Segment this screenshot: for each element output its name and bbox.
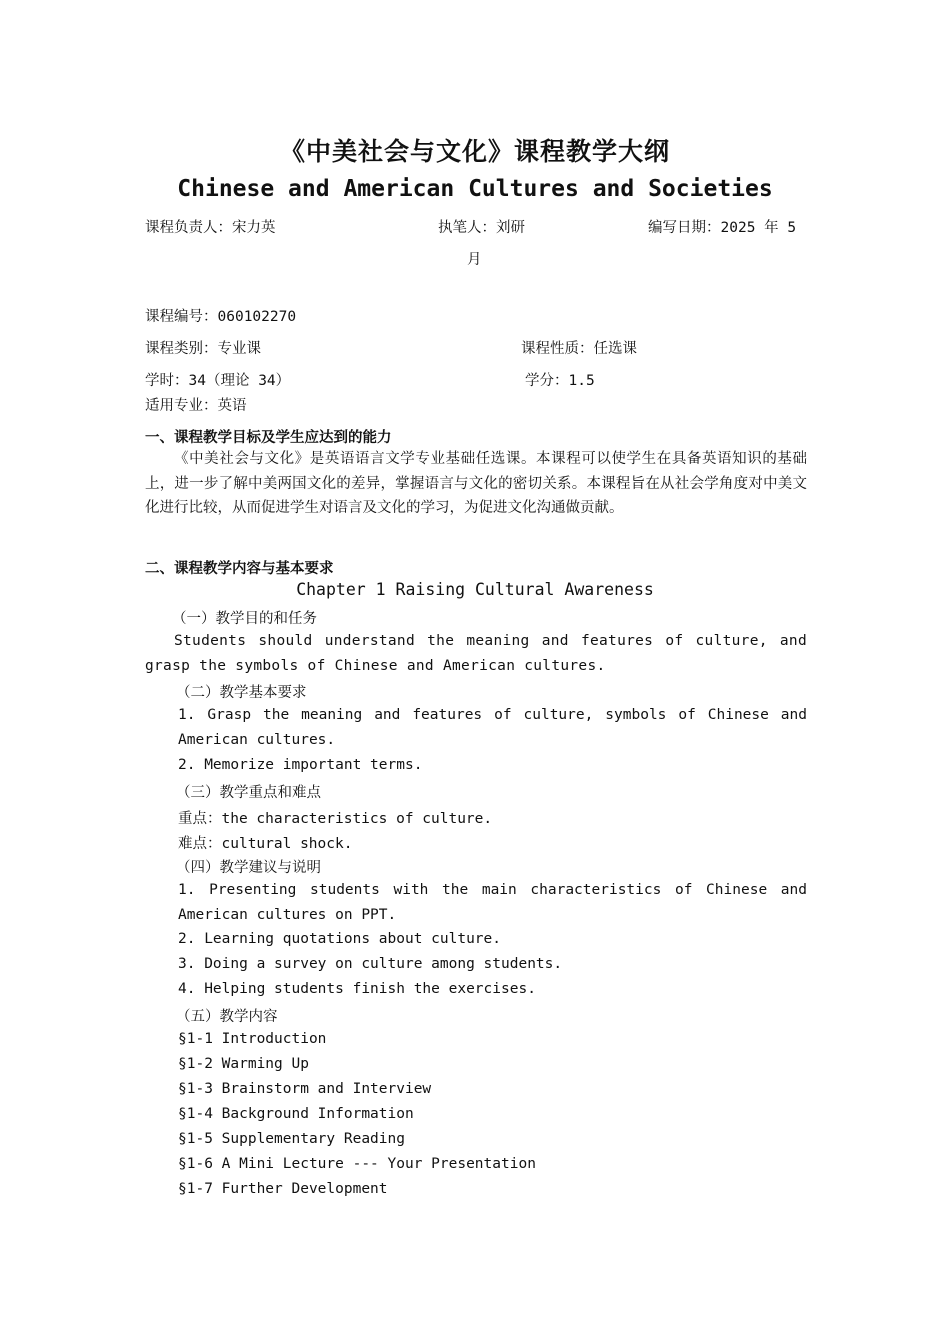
suggestion-3: 3. Doing a survey on culture among students.	[178, 956, 563, 972]
requirement-2: 2. Memorize important terms.	[178, 757, 423, 773]
course-credits: 学分：1.5	[525, 373, 595, 389]
suggestion-1: 1. Presenting students with the main characteristics of Chinese and American cultures on PPT.	[178, 882, 807, 923]
key-point: 重点：the characteristics of culture.	[178, 811, 493, 827]
course-nature: 课程性质：任选课	[521, 341, 637, 357]
content-item: §1-3 Brainstorm and Interview	[178, 1081, 432, 1097]
content-item: §1-2 Warming Up	[178, 1056, 309, 1072]
subheading-requirements: （二）教学基本要求	[176, 685, 307, 701]
course-hours: 学时：34（理论 34）	[145, 373, 291, 389]
section-2-heading: 二、课程教学内容与基本要求	[145, 561, 334, 577]
course-code: 课程编号：060102270	[145, 309, 297, 325]
course-category: 课程类别：专业课	[145, 341, 261, 357]
subheading-suggestions: （四）教学建议与说明	[176, 860, 321, 876]
document-title-chinese: 《中美社会与文化》课程教学大纲	[279, 137, 670, 166]
date-line-b: 月	[467, 252, 482, 268]
date-line-a: 编写日期：2025 年 5	[648, 220, 797, 236]
requirement-1: 1. Grasp the meaning and features of culture, symbols of Chinese and American cultures.	[178, 707, 807, 748]
chapter-title: Chapter 1 Raising Cultural Awareness	[296, 580, 654, 599]
goals-text: Students should understand the meaning and features of culture, and grasp the symbols of Chinese and American cultures.	[145, 633, 807, 674]
subheading-contents: （五）教学内容	[176, 1009, 278, 1025]
content-item: §1-6 A Mini Lecture --- Your Presentation	[178, 1156, 536, 1172]
subheading-goals: （一）教学目的和任务	[172, 611, 317, 627]
applicable-major: 适用专业：英语	[145, 398, 247, 414]
section-1-body: 《中美社会与文化》是英语语言文学专业基础任选课。本课程可以使学生在具备英语知识的基础上，进一步了解中美两国文化的差异，掌握语言与文化的密切关系。本课程旨在从社会学角度对中美文化进行比较，从而促进学生对语言及文化的学习，为促进文化沟通做贡献。	[145, 451, 807, 517]
section-1-heading: 一、课程教学目标及学生应达到的能力	[145, 430, 392, 446]
content-item: §1-4 Background Information	[178, 1106, 414, 1122]
document-title-english: Chinese and American Cultures and Societies	[177, 176, 773, 202]
content-item: §1-5 Supplementary Reading	[178, 1131, 405, 1147]
course-owner: 课程负责人：宋力英	[145, 220, 276, 236]
writer: 执笔人：刘研	[438, 220, 525, 236]
content-item: §1-1 Introduction	[178, 1031, 327, 1047]
content-item: §1-7 Further Development	[178, 1181, 388, 1197]
suggestion-4: 4. Helping students finish the exercises.	[178, 981, 536, 997]
subheading-key-points: （三）教学重点和难点	[176, 785, 321, 801]
suggestion-2: 2. Learning quotations about culture.	[178, 931, 502, 947]
difficult-point: 难点：cultural shock.	[178, 836, 353, 852]
